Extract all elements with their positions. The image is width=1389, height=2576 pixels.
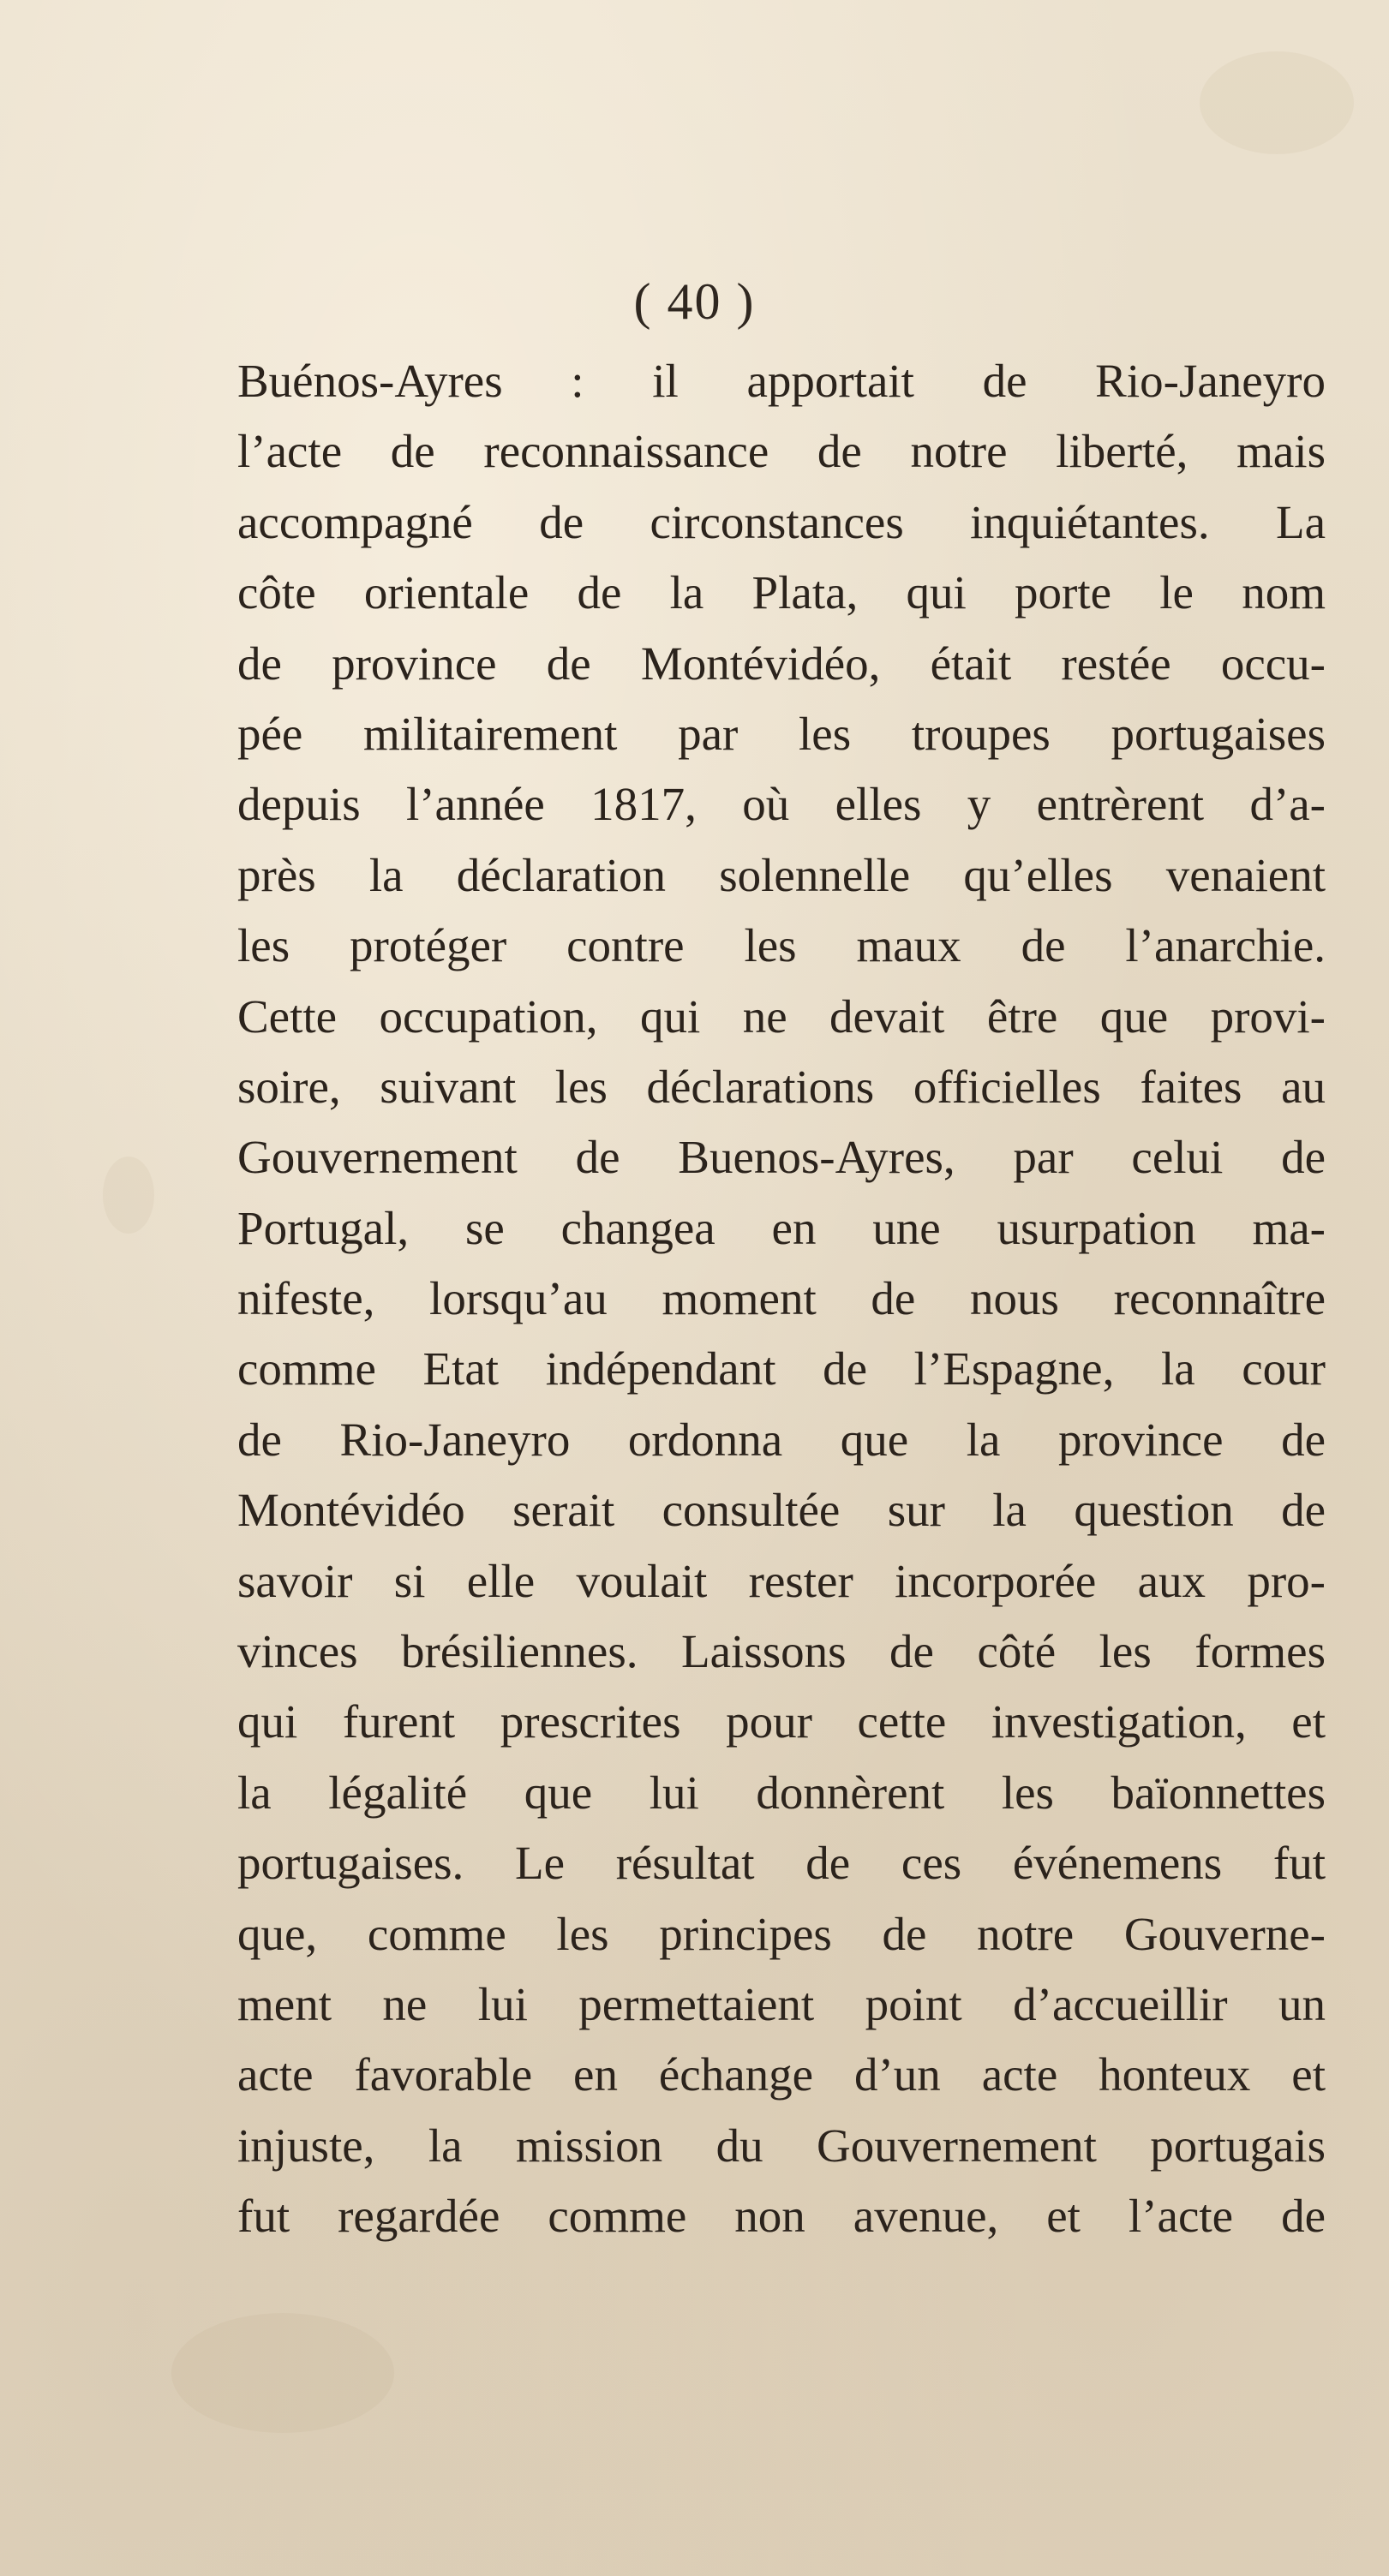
text-line: depuis l’année 1817, où elles y entrèrent d’a- <box>237 778 1326 831</box>
text-line: comme Etat indépendant de l’Espagne, la cour <box>237 1342 1326 1396</box>
text-line: la légalité que lui donnèrent les baïonnettes <box>237 1766 1326 1819</box>
page-number: ( 40 ) <box>633 273 756 330</box>
text-line: Montévidéo serait consultée sur la question de <box>237 1484 1326 1537</box>
text-line: côte orientale de la Plata, qui porte le nom <box>237 566 1326 619</box>
text-line: de province de Montévidéo, était restée occu- <box>237 637 1326 690</box>
paper-stain <box>103 1157 154 1234</box>
text-line: Gouvernement de Buenos-Ayres, par celui de <box>237 1131 1326 1184</box>
text-line: nifeste, lorsqu’au moment de nous reconnaître <box>237 1272 1326 1325</box>
text-line: de Rio-Janeyro ordonna que la province de <box>237 1413 1326 1466</box>
text-line: savoir si elle voulait rester incorporée aux pro- <box>237 1554 1326 1607</box>
text-line: qui furent prescrites pour cette investigation, et <box>237 1695 1326 1748</box>
text-line: injuste, la mission du Gouvernement portugais <box>237 2119 1326 2172</box>
text-line: soire, suivant les déclarations officielles faites au <box>237 1060 1326 1113</box>
text-line: les protéger contre les maux de l’anarchie. <box>237 919 1326 972</box>
text-line: ment ne lui permettaient point d’accueillir un <box>237 1977 1326 2030</box>
text-line: que, comme les principes de notre Gouverne- <box>237 1907 1326 1960</box>
text-line: près la déclaration solennelle qu’elles venaient <box>237 848 1326 901</box>
body-text <box>237 346 1326 2252</box>
text-line: l’acte de reconnaissance de notre liberté, mais <box>237 425 1326 478</box>
text-line: pée militairement par les troupes portugaises <box>237 707 1326 760</box>
text-line: accompagné de circonstances inquiétantes. La <box>237 495 1326 548</box>
text-line: fut regardée comme non avenue, et l’acte de <box>237 2190 1326 2243</box>
text-line: acte favorable en échange d’un acte honteux et <box>237 2048 1326 2101</box>
text-line: Portugal, se changea en une usurpation ma- <box>237 1201 1326 1254</box>
text-line: Buénos-Ayres : il apportait de Rio-Janeyro <box>237 355 1326 407</box>
paper-stain <box>171 2313 394 2433</box>
paper-stain <box>1200 51 1354 154</box>
text-line: Cette occupation, qui ne devait être que provi- <box>237 989 1326 1043</box>
text-line: vinces brésiliennes. Laissons de côté les formes <box>237 1625 1326 1678</box>
text-line: portugaises. Le résultat de ces événemens fut <box>237 1837 1326 1890</box>
